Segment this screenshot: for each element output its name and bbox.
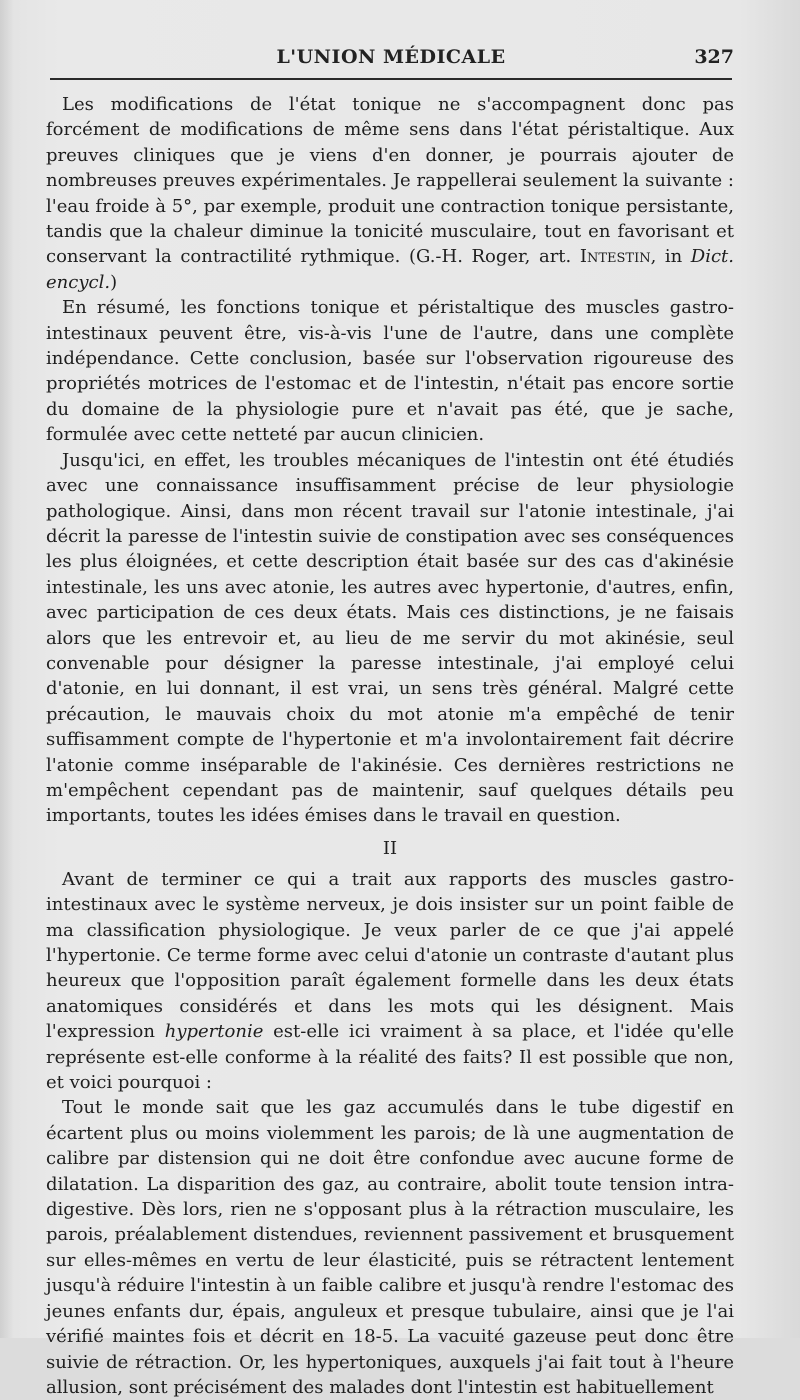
page-number: 327: [694, 46, 734, 68]
reference-work: Dict. encycl.: [46, 246, 735, 293]
paragraph-3: Jusqu'ici, en effet, les troubles mécaniques de l'intestin ont été étudiés avec une connaissance insuffisamment précise de leur physiologie pathologique. Ainsi, dans mon récent travail sur l'atonie intestinale, j'ai décrit la paresse de l'intestin suivie de constipation avec ses conséquences les plus éloignées, et cette description était basée sur des cas d'akinésie intestinale, les uns avec atonie, les autres avec hypertonie, d'autres, enfin, avec participation de ces deux états. Mais ces distinctions, je ne faisais alors que les entrevoir et, au lieu de me servir du mot akinésie, seul convenable pour désigner la paresse intestinale, j'ai employé celui d'atonie, en lui donnant, il est vrai, un sens très général. Malgré cette précaution, le mauvais choix du mot atonie m'a empêché de tenir suffisamment compte de l'hypertonie et m'a involontairement fait décrire l'atonie comme inséparable de l'akinésie. Ces dernières restrictions ne m'empêchent cependant pas de maintenir, sauf quelques détails peu importants, toutes les idées émises dans le travail en question.: [46, 449, 734, 827]
paragraph-4-start: Avant de terminer ce qui a trait aux rapports des muscles gastro-intestinaux avec le système nerveux, je dois insister sur un point faible de ma classification physiologique. Je veux parler de ce que j'ai appelé l'hypertonie. Ce terme forme avec celui d'atonie un contraste d'autant plus heureux que l'opposition paraît également formelle dans les deux états anatomiques considérés et dans les mots qui les désignent. Mais l'expression: [46, 868, 734, 1043]
paragraph-2: En résumé, les fonctions tonique et péristaltique des muscles gastro-intestinaux peuvent être, vis-à-vis l'une de l'autre, dans une complète indépendance. Cette conclusion, basée sur l'observation rigoureuse des propriétés motrices de l'estomac et de l'intestin, n'était pas encore sortie du domaine de la physiologie pure et n'avait pas été, que je sache, formulée avec cette netteté par aucun clinicien.: [46, 297, 734, 446]
header-rule: [50, 78, 732, 80]
running-title: L'UNION MÉDICALE: [276, 46, 506, 68]
paragraph-5: Tout le monde sait que les gaz accumulés dans le tube digestif en écartent plus ou moins violemment les parois; de là une augmentation de calibre par distension qui ne doit être confondue avec aucune forme de dilatation. La disparition des gaz, au contraire, abolit toute tension intra-digestive. Dès lors, rien ne s'opposant plus à la rétraction musculaire, les parois, préalablement distendues, reviennent passivement et brusquement sur elles-mêmes en vertu de leur élasticité, puis se rétractent lentement jusqu'à réduire l'intestin à un faible calibre et jusqu'à rendre l'estomac des jeunes enfants dur, épais, anguleux et presque tubulaire, ainsi que je l'ai vérifié maintes fois et décrit en 18-5. La vacuité gazeuse peut donc être suivie de rétraction. Or, les hypertoniques, auxquels j'ai fait tout à l'heure allusion, sont précisément des malades dont l'intestin est habituellement: [46, 1097, 734, 1398]
term-hypertonie: hypertonie: [164, 1021, 264, 1043]
reference-article: Intestin: [579, 246, 651, 268]
page-header: [46, 46, 736, 74]
paragraph-1: [46, 92, 734, 295]
body-text: [46, 92, 734, 1400]
paragraph-4: [46, 867, 734, 1096]
paragraph-4-end: est-elle ici vraiment à sa place, et l'idée qu'elle représente est-elle conforme à la réalité des faits? Il est possible que non, et voici pourquoi :: [46, 1021, 734, 1094]
section-numeral: II: [382, 837, 398, 859]
reference-in: , in: [650, 246, 691, 268]
reference-close: ): [110, 271, 118, 293]
paragraph-1-text: Les modifications de l'état tonique ne s'accompagnent donc pas forcément de modifications de même sens dans l'état péristaltique. Aux preuves cliniques que je viens d'en donner, je pourrais ajouter de nombreuses preuves expérimentales. Je rappellerai seulement la suivante : l'eau froide à 5°, par exemple, produit une contraction tonique persistante, tandis que la chaleur diminue la tonicité musculaire, tout en favorisant et conservant la contractilité rythmique. (G.-H. Roger, art.: [46, 94, 734, 268]
